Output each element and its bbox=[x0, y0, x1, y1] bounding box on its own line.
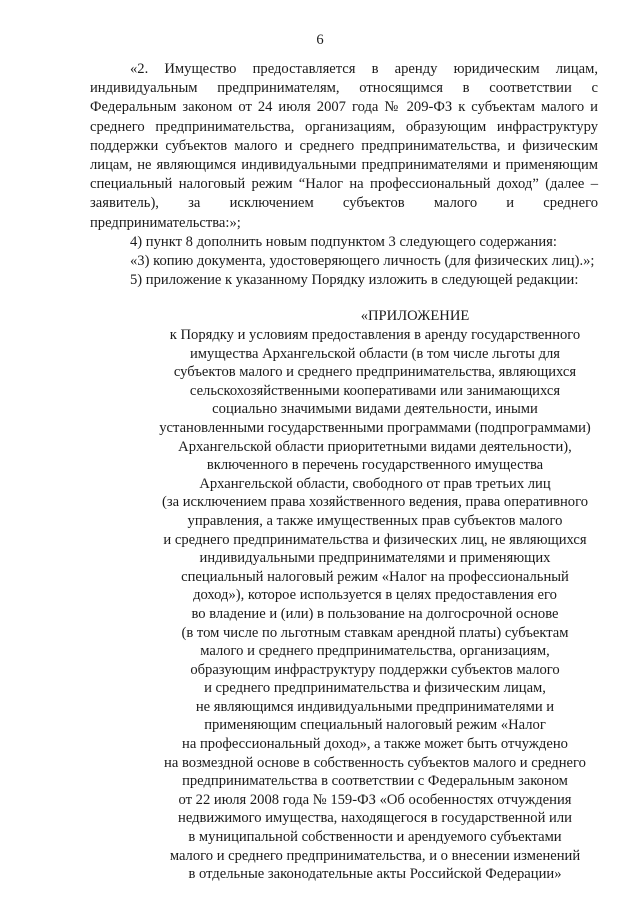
appendix-line: социально значимыми видами деятельности, иными bbox=[212, 401, 538, 418]
appendix-line: Архангельской области, свободного от прав третьих лиц bbox=[199, 475, 551, 492]
appendix-line: (в том числе по льготным ставкам арендной платы) субъектам bbox=[181, 624, 569, 641]
appendix-line: на профессиональный доход», а также может быть отчуждено bbox=[182, 736, 568, 753]
appendix-line: недвижимого имущества, находящегося в государственной или bbox=[178, 810, 572, 827]
appendix-line: во владение и (или) в пользование на долгосрочной основе bbox=[191, 605, 559, 622]
appendix-line: образующим инфраструктуру поддержки субъектов малого bbox=[190, 661, 560, 678]
appendix-line: доход»), которое используется в целях предоставления его bbox=[193, 587, 557, 604]
appendix-block bbox=[140, 306, 610, 884]
appendix-line: в муниципальной собственности и арендуемого субъектами bbox=[188, 829, 562, 846]
amendment-text bbox=[90, 60, 598, 290]
appendix-line: управления, а также имущественных прав субъектов малого bbox=[187, 512, 563, 529]
page-number: 6 bbox=[316, 32, 324, 48]
appendix-line: применяющим специальный налоговый режим «Налог bbox=[204, 717, 546, 734]
paragraph-subpoint-3: «3) копию документа, удостоверяющего личность (для физических лиц).»; bbox=[130, 253, 595, 270]
appendix-line: сельскохозяйственными кооперативами или занимающихся bbox=[189, 382, 561, 399]
appendix-line: малого и среднего предпринимательства, организациям, bbox=[200, 643, 550, 660]
appendix-line: специальный налоговый режим «Налог на профессиональный bbox=[181, 568, 569, 585]
appendix-line: установленными государственными программами (подпрограммами) bbox=[159, 419, 591, 436]
appendix-description bbox=[140, 326, 610, 884]
paragraph-point-5: 5) приложение к указанному Порядку изложить в следующей редакции: bbox=[130, 272, 579, 289]
appendix-line: малого и среднего предпринимательства, и о внесении изменений bbox=[169, 847, 581, 864]
appendix-heading: «ПРИЛОЖЕНИЕ bbox=[360, 308, 470, 324]
appendix-line: (за исключением права хозяйственного ведения, права оперативного bbox=[161, 494, 589, 511]
appendix-line: и среднего предпринимательства и физических лиц, не являющихся bbox=[163, 531, 587, 548]
appendix-line: в отдельные законодательные акты Российской Федерации» bbox=[188, 866, 562, 883]
paragraph-item-2: «2. Имущество предоставляется в аренду юридическим лицам, индивидуальным предпринимателям, относящимся в соответствии с Федеральным законом от 24 июля 2007 года № 209-ФЗ к субъектам малого и среднего предпринимательства, организациям, образующим инфраструктуру поддержки субъектов малого и среднего предпринимательства, и физическим лицам, не являющимся индивидуальными предпринимателями и применяющим специальный налоговый режим “Налог на профессиональный доход” (далее – заявитель), за исключением субъектов малого и среднего предпринимательства:»; bbox=[90, 61, 598, 231]
paragraph-point-4: 4) пункт 8 дополнить новым подпунктом 3 следующего содержания: bbox=[130, 233, 557, 250]
appendix-line: к Порядку и условиям предоставления в аренду государственного bbox=[169, 327, 581, 343]
appendix-line: от 22 июля 2008 года № 159-ФЗ «Об особенностях отчуждения bbox=[178, 791, 572, 808]
appendix-line: предпринимательства в соответствии с Федеральным законом bbox=[182, 773, 568, 790]
appendix-line: включенного в перечень государственного имущества bbox=[206, 457, 544, 474]
appendix-line: субъектов малого и среднего предпринимательства, являющихся bbox=[173, 364, 577, 381]
appendix-line: имущества Архангельской области (в том числе льготы для bbox=[190, 345, 560, 362]
appendix-line: на возмездной основе в собственность субъектов малого и среднего bbox=[164, 754, 586, 771]
appendix-line: не являющимся индивидуальными предпринимателями и bbox=[195, 698, 555, 715]
appendix-line: индивидуальными предпринимателями и применяющих bbox=[199, 550, 551, 567]
appendix-line: и среднего предпринимательства и физическим лицам, bbox=[204, 680, 546, 697]
appendix-line: Архангельской области приоритетными видами деятельности), bbox=[178, 438, 572, 455]
